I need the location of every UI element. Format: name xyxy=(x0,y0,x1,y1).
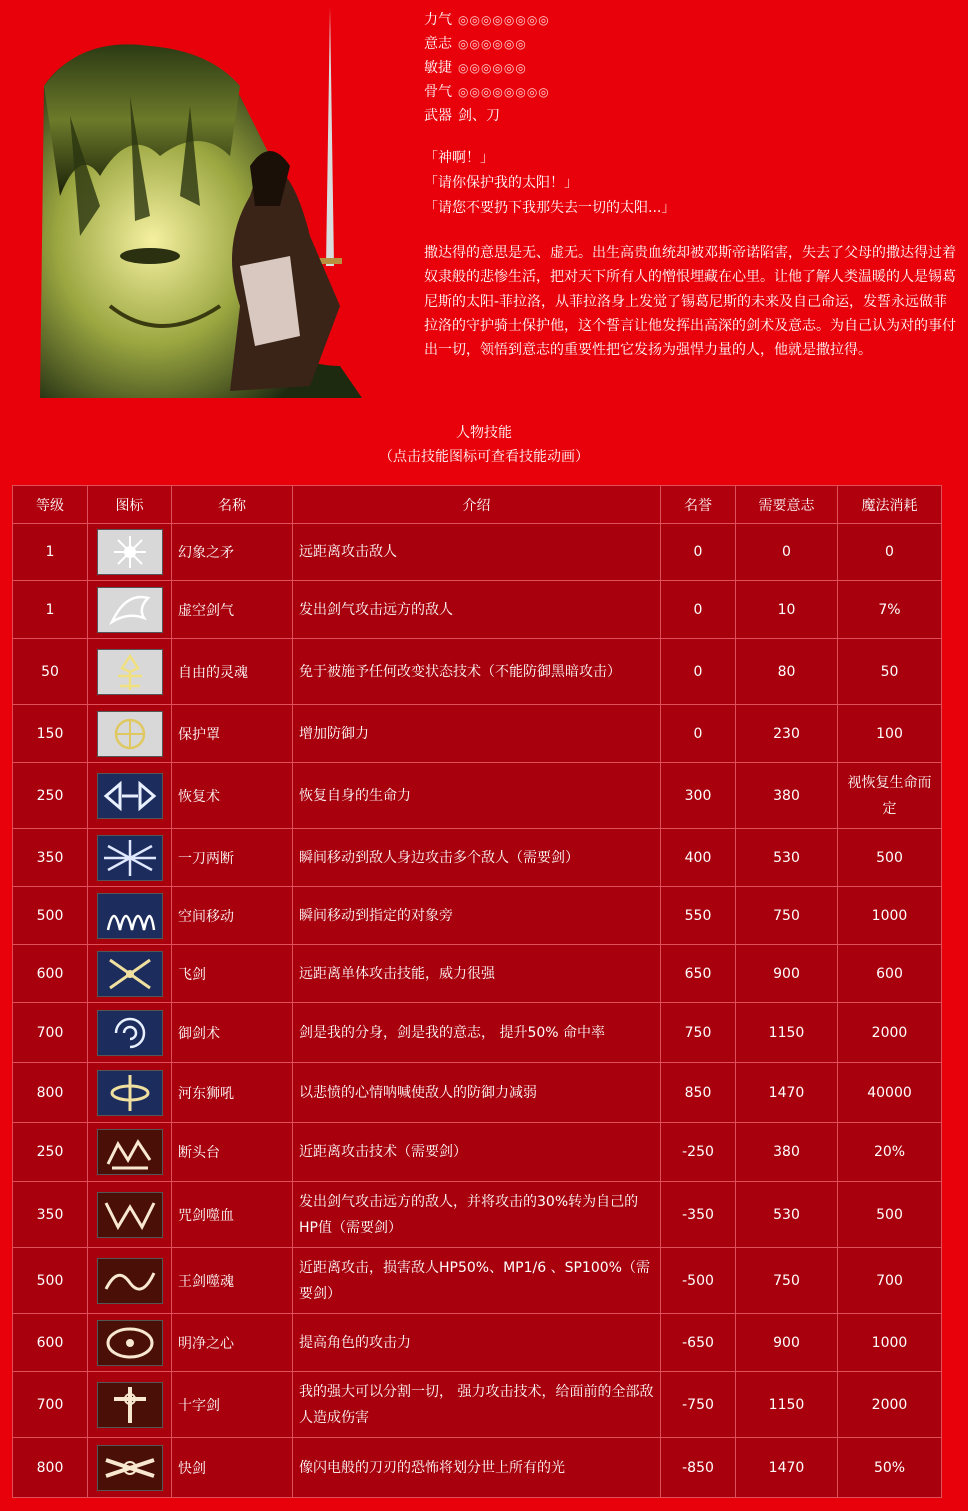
cell-name: 御剑术 xyxy=(172,1003,293,1063)
character-stats xyxy=(424,8,954,128)
cell-fame: -350 xyxy=(661,1182,736,1248)
cell-mana: 600 xyxy=(838,945,942,1003)
col-header-intro: 介绍 xyxy=(293,486,661,524)
cell-icon[interactable] xyxy=(88,945,172,1003)
cell-level: 1 xyxy=(13,581,88,639)
cell-will: 380 xyxy=(736,763,838,829)
cell-name: 幻象之矛 xyxy=(172,524,293,581)
cell-will: 750 xyxy=(736,1248,838,1314)
cell-level: 1 xyxy=(13,524,88,581)
cell-fame: -650 xyxy=(661,1314,736,1372)
cell-mana: 100 xyxy=(838,705,942,763)
table-row xyxy=(13,1063,942,1123)
col-header-name: 名称 xyxy=(172,486,293,524)
cell-will: 10 xyxy=(736,581,838,639)
cell-fame: -850 xyxy=(661,1438,736,1498)
guillotine-icon[interactable] xyxy=(97,1129,163,1175)
cell-will: 0 xyxy=(736,524,838,581)
cell-level: 350 xyxy=(13,1182,88,1248)
cell-intro: 远距离单体攻击技能，威力很强 xyxy=(293,945,661,1003)
cell-icon[interactable] xyxy=(88,887,172,945)
table-row xyxy=(13,1123,942,1182)
cell-icon[interactable] xyxy=(88,1372,172,1438)
stat-label: 意志 xyxy=(424,36,452,52)
shield-rune-icon[interactable] xyxy=(97,711,163,757)
cell-level: 700 xyxy=(13,1372,88,1438)
skills-body xyxy=(13,524,942,1498)
col-header-icon: 图标 xyxy=(88,486,172,524)
cell-will: 530 xyxy=(736,829,838,887)
free-spirit-icon[interactable] xyxy=(97,649,163,695)
cell-mana: 0 xyxy=(838,524,942,581)
cell-intro: 剑是我的分身，剑是我的意志， 提升50% 命中率 xyxy=(293,1003,661,1063)
cell-mana: 2000 xyxy=(838,1372,942,1438)
table-row xyxy=(13,639,942,705)
table-row xyxy=(13,581,942,639)
cell-mana: 1000 xyxy=(838,1314,942,1372)
flying-sword-icon[interactable] xyxy=(97,951,163,997)
sparkle-icon[interactable] xyxy=(97,529,163,575)
cell-mana: 20% xyxy=(838,1123,942,1182)
cell-level: 800 xyxy=(13,1438,88,1498)
cell-mana: 40000 xyxy=(838,1063,942,1123)
cell-level: 50 xyxy=(13,639,88,705)
swift-sword-icon[interactable] xyxy=(97,1445,163,1491)
cell-fame: 0 xyxy=(661,524,736,581)
cell-level: 600 xyxy=(13,1314,88,1372)
cell-will: 900 xyxy=(736,1314,838,1372)
cell-intro: 我的强大可以分割一切， 强力攻击技术，给面前的全部敌人造成伤害 xyxy=(293,1372,661,1438)
cell-level: 250 xyxy=(13,763,88,829)
cell-level: 700 xyxy=(13,1003,88,1063)
skills-heading xyxy=(0,421,968,469)
col-header-mana: 魔法消耗 xyxy=(838,486,942,524)
table-row xyxy=(13,945,942,1003)
cell-icon[interactable] xyxy=(88,1003,172,1063)
cell-fame: 750 xyxy=(661,1003,736,1063)
table-row xyxy=(13,1314,942,1372)
cell-fame: 650 xyxy=(661,945,736,1003)
cell-name: 自由的灵魂 xyxy=(172,639,293,705)
stat-strength xyxy=(424,8,954,32)
cell-fame: 0 xyxy=(661,581,736,639)
stat-value: ◎◎◎◎◎◎ xyxy=(458,61,527,75)
soul-devour-icon[interactable] xyxy=(97,1258,163,1304)
col-header-will: 需要意志 xyxy=(736,486,838,524)
character-portrait xyxy=(40,6,366,400)
skills-title: 人物技能 xyxy=(456,425,512,441)
cell-level: 500 xyxy=(13,1248,88,1314)
stat-agility xyxy=(424,56,954,80)
cell-mana: 50% xyxy=(838,1438,942,1498)
stat-value: 剑、刀 xyxy=(458,108,500,124)
cell-mana: 7% xyxy=(838,581,942,639)
cell-will: 1470 xyxy=(736,1438,838,1498)
cross-sword-icon[interactable] xyxy=(97,1382,163,1428)
cell-intro: 发出剑气攻击远方的敌人 xyxy=(293,581,661,639)
cell-mana: 50 xyxy=(838,639,942,705)
cell-fame: 0 xyxy=(661,705,736,763)
stat-label: 力气 xyxy=(424,12,452,28)
cell-fame: -250 xyxy=(661,1123,736,1182)
cell-mana: 500 xyxy=(838,1182,942,1248)
cell-icon[interactable] xyxy=(88,639,172,705)
table-row xyxy=(13,524,942,581)
stat-will xyxy=(424,32,954,56)
stat-value: ◎◎◎◎◎◎◎◎ xyxy=(458,85,550,99)
cell-icon[interactable] xyxy=(88,1123,172,1182)
cell-level: 500 xyxy=(13,887,88,945)
cell-will: 80 xyxy=(736,639,838,705)
cell-intro: 瞬间移动到敌人身边攻击多个敌人（需要剑） xyxy=(293,829,661,887)
stat-bone xyxy=(424,80,954,104)
table-row xyxy=(13,1248,942,1314)
cell-name: 恢复术 xyxy=(172,763,293,829)
cell-intro: 发出剑气攻击远方的敌人，并将攻击的30%转为自己的HP值（需要剑） xyxy=(293,1182,661,1248)
quote-line: 「请你保护我的太阳！」 xyxy=(424,175,578,191)
stat-label: 骨气 xyxy=(424,84,452,100)
cell-name: 快剑 xyxy=(172,1438,293,1498)
cell-name: 保护罩 xyxy=(172,705,293,763)
cell-name: 虚空剑气 xyxy=(172,581,293,639)
stat-weapon xyxy=(424,104,954,128)
stat-label: 武器 xyxy=(424,108,452,124)
stat-value: ◎◎◎◎◎◎◎◎ xyxy=(458,13,550,27)
cell-icon[interactable] xyxy=(88,1248,172,1314)
sword-aura-icon[interactable] xyxy=(97,587,163,633)
cell-fame: 0 xyxy=(661,639,736,705)
cell-mana: 500 xyxy=(838,829,942,887)
cell-intro: 免于被施予任何改变状态技术（不能防御黑暗攻击） xyxy=(293,639,661,705)
stat-label: 敏捷 xyxy=(424,60,452,76)
cell-will: 1470 xyxy=(736,1063,838,1123)
cell-name: 王剑噬魂 xyxy=(172,1248,293,1314)
vortex-icon[interactable] xyxy=(97,1010,163,1056)
cell-intro: 瞬间移动到指定的对象旁 xyxy=(293,887,661,945)
cell-level: 150 xyxy=(13,705,88,763)
table-row xyxy=(13,829,942,887)
teleport-icon[interactable] xyxy=(97,893,163,939)
cell-intro: 以悲愤的心情呐喊使敌人的防御力减弱 xyxy=(293,1063,661,1123)
slash-burst-icon[interactable] xyxy=(97,835,163,881)
cell-name: 十字剑 xyxy=(172,1372,293,1438)
cell-icon[interactable] xyxy=(88,1314,172,1372)
character-bio: 撒达得的意思是无、虚无。出生高贵血统却被邓斯帝诺陷害，失去了父母的撒达得过着奴隶般的悲惨生活，把对天下所有人的憎恨埋藏在心里。让他了解人类温暖的人是锡葛尼斯的太阳-菲拉洛，从菲拉洛身上发觉了锡葛尼斯的未来及自己命运，发誓永远做菲拉洛的守护骑士保护他，这个誓言让他发挥出高深的剑术及意志。为自己认为对的事付出一切，领悟到意志的重要性把它发扬为强悍力量的人，他就是撒拉得。 xyxy=(424,245,956,359)
table-row xyxy=(13,1438,942,1498)
cell-will: 380 xyxy=(736,1123,838,1182)
cell-will: 230 xyxy=(736,705,838,763)
cell-icon[interactable] xyxy=(88,1438,172,1498)
cell-fame: 300 xyxy=(661,763,736,829)
cell-will: 900 xyxy=(736,945,838,1003)
heal-rune-icon[interactable] xyxy=(97,773,163,819)
cell-icon[interactable] xyxy=(88,705,172,763)
quote-line: 「请您不要扔下我那失去一切的太阳...」 xyxy=(424,200,676,216)
cell-name: 河东狮吼 xyxy=(172,1063,293,1123)
cell-intro: 远距离攻击敌人 xyxy=(293,524,661,581)
stat-value: ◎◎◎◎◎◎ xyxy=(458,37,527,51)
cell-name: 空间移动 xyxy=(172,887,293,945)
col-header-level: 等级 xyxy=(13,486,88,524)
cell-intro: 恢复自身的生命力 xyxy=(293,763,661,829)
cell-name: 一刀两断 xyxy=(172,829,293,887)
table-row xyxy=(13,1003,942,1063)
cell-icon[interactable] xyxy=(88,829,172,887)
col-header-fame: 名誉 xyxy=(661,486,736,524)
cell-intro: 像闪电般的刀刃的恐怖将划分世上所有的光 xyxy=(293,1438,661,1498)
table-row xyxy=(13,705,942,763)
cell-fame: 850 xyxy=(661,1063,736,1123)
table-row xyxy=(13,1372,942,1438)
roar-icon[interactable] xyxy=(97,1070,163,1116)
cell-name: 断头台 xyxy=(172,1123,293,1182)
cell-mana: 视恢复生命而定 xyxy=(838,763,942,829)
cell-fame: 550 xyxy=(661,887,736,945)
cell-icon[interactable] xyxy=(88,1063,172,1123)
blood-sword-icon[interactable] xyxy=(97,1192,163,1238)
cell-icon[interactable] xyxy=(88,763,172,829)
cell-mana: 1000 xyxy=(838,887,942,945)
cell-name: 飞剑 xyxy=(172,945,293,1003)
quote-line: 「神啊！」 xyxy=(424,150,494,166)
cell-intro: 提高角色的攻击力 xyxy=(293,1314,661,1372)
cell-intro: 近距离攻击，损害敌人HP50%、MP1/6 、SP100%（需要剑） xyxy=(293,1248,661,1314)
cell-icon[interactable] xyxy=(88,1182,172,1248)
cell-mana: 700 xyxy=(838,1248,942,1314)
table-row xyxy=(13,763,942,829)
cell-icon[interactable] xyxy=(88,581,172,639)
cell-intro: 增加防御力 xyxy=(293,705,661,763)
cell-will: 1150 xyxy=(736,1372,838,1438)
cell-intro: 近距离攻击技术（需要剑） xyxy=(293,1123,661,1182)
cell-level: 250 xyxy=(13,1123,88,1182)
cell-mana: 2000 xyxy=(838,1003,942,1063)
cell-fame: -750 xyxy=(661,1372,736,1438)
skills-hint: （点击技能图标可查看技能动画） xyxy=(379,449,589,465)
cell-name: 咒剑噬血 xyxy=(172,1182,293,1248)
cell-will: 1150 xyxy=(736,1003,838,1063)
cell-level: 350 xyxy=(13,829,88,887)
cell-level: 600 xyxy=(13,945,88,1003)
table-row xyxy=(13,1182,942,1248)
character-quotes xyxy=(424,146,954,221)
cell-name: 明净之心 xyxy=(172,1314,293,1372)
pure-heart-icon[interactable] xyxy=(97,1320,163,1366)
cell-will: 530 xyxy=(736,1182,838,1248)
table-header-row xyxy=(13,486,942,524)
cell-level: 800 xyxy=(13,1063,88,1123)
skills-table xyxy=(12,485,942,1498)
cell-fame: 400 xyxy=(661,829,736,887)
cell-will: 750 xyxy=(736,887,838,945)
table-row xyxy=(13,887,942,945)
cell-fame: -500 xyxy=(661,1248,736,1314)
cell-icon[interactable] xyxy=(88,524,172,581)
